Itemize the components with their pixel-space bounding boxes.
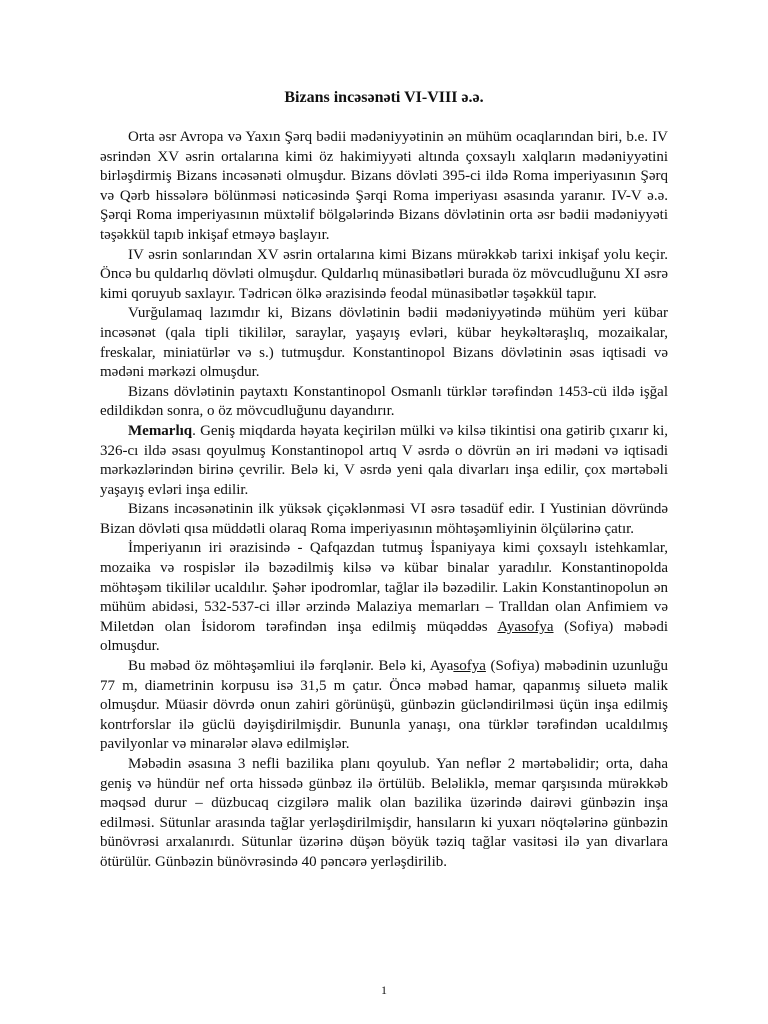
paragraph-text: Məbədin əsasına 3 nefli bazilika planı qoyulub. Yan neflər 2 mərtəbəlidir; orta, daha geniş və hündür nef orta hissədə günbəz ilə örtülüb. Beləliklə, memar qarşısında mürəkkəb məqsəd durur – düzbucaq cizgilərə malik olan bazilika üzərində dairəvi günbəzin inşa edilməsi. Sütunlar arasında tağlar yerləşdirilmişdir, hansıların ki yuxarı nöqtələrinə günbəzin bünövrəsi arxalanırdı. Sütunlar üzərinə düşən böyük təziq tağlar vasitəsi ilə yan divarlara ötürülür. Günbəzin bünövrəsində 40 pəncərə yerləşdirilib. [100, 756, 668, 870]
link-ayasofya[interactable]: Ayasofya [497, 618, 554, 635]
paragraph-text: Bu məbəd öz möhtəşəmliui ilə fərqlənir. Belə ki, Aya [128, 658, 454, 675]
paragraph-text: Bizans incəsənətinin ilk yüksək çiçəklənməsi VI əsrə təsadüf edir. I Yustinian dövründə Bizan dövləti qısa müddətli olaraq Roma imperiyasının möhtəşəmliyinin ölçülərinə çatır. [100, 501, 668, 537]
document-body [100, 88, 668, 873]
paragraph-basilica [100, 755, 668, 873]
paragraph-text: Vurğulamaq lazımdır ki, Bizans dövlətinin bədii mədəniyyətində mühüm yeri kübar incəsənət (qala tipli tikililər, saraylar, yaşayış evləri, kübar heykəltəraşlıq, mozaikalar, freskalar, miniatürlər və s.) tutmuşdur. Konstantinopol Bizans dövlətinin əsas iqtisadi və mədəni mərkəzi olmuşdur. [100, 305, 668, 381]
link-sofya[interactable]: sofya [453, 658, 486, 675]
section-heading-architecture: Memarlıq [128, 422, 193, 439]
paragraph-architecture [100, 422, 668, 500]
paragraph-text: . Geniş miqdarda həyata keçirilən mülki və kilsə tikintisi ona gətirib çıxarır ki, 326-cı ildə əsası qoyulmuş Konstantinopol artıq V əsrdə o dövrün ən iri mədəni və iqtisadi mərkəzlərindən birinə çevrilir. Belə ki, V əsrdə yeni qala divarları inşa edilir, çox mərtəbəli yaşayış evləri inşa edilir. [100, 422, 668, 498]
paragraph-temple [100, 657, 668, 755]
paragraph-text: İmperiyanın iri ərazisində - Qafqazdan tutmuş İspaniyaya kimi çoxsaylı istehkamlar, mozaika və rospislər ilə bəzədilmiş kilsə və kübar binalar yaradılır. Konstantinopolda möhtəşəm tikililər ucaldılır. Şəhər ipodromlar, tağlar ilə bəzədilir. Lakin Konstantinopolun ən mühüm abidəsi, 532-537-ci illər ərzində Malaziya memarları – Tralldan olan Anfimiem və Miletdən olan İsidorom tərəfindən inşa edilmiş müqəddəs [100, 540, 668, 635]
paragraph-text: (Sofiya) məbədi olmuşdur. [100, 618, 668, 655]
paragraph-text: Bizans dövlətinin paytaxtı Konstantinopol Osmanlı türklər tərəfindən 1453-cü ildə işğal edildikdən sonra, o öz mövcudluğunu dayandırır. [100, 383, 668, 420]
paragraph-empire [100, 539, 668, 657]
paragraph-intro [100, 128, 668, 246]
paragraph-text: (Sofiya) məbədinin uzunluğu 77 m, diametrinin korpusu isə 31,5 m çatır. Öncə məbəd hamar, qapanmış siluetə malik olmuşdur. Müasir dövrdə onun zahiri görünüşü, günbəzin gücləndirilməsi üçün inşa edilmiş kontrforslar ilə güclü dəyişdirilmişdir. Bununla yanaşı, ona türklər tərəfindən ucaldılmış pavilyonlar və minarələr əlavə edilmişlər. [100, 658, 669, 753]
page-number: 1 [381, 983, 387, 997]
paragraph-capital [100, 383, 668, 422]
document-title: Bizans incəsənəti VI-VIII ə.ə. [284, 89, 484, 106]
paragraph-history [100, 246, 668, 305]
paragraph-court-art [100, 304, 668, 382]
paragraph-flourishing [100, 500, 668, 539]
paragraph-text: IV əsrin sonlarından XV əsrin ortalarına kimi Bizans mürəkkəb tarixi inkişaf yolu keçir. Öncə bu quldarlıq dövləti olmuşdur. Quldarlıq münasibətləri burada öz mövcudluğunu XI əsrə kimi qoruyub saxlayır. Tədricən ölkə ərazisində feodal münasibətlər təşəkkül tapır. [100, 246, 668, 302]
paragraph-text: Orta əsr Avropa və Yaxın Şərq bədii mədəniyyətinin ən mühüm ocaqlarından biri, b.e. IV əsrindən XV əsrin ortalarına kimi öz hakimiyyəti altında çoxsaylı xalqların mədəniyyətini birləşdirmiş Bizans incəsənəti olmuşdur. Bizans dövləti 395-ci ildə Roma imperiyasının Şərq və Qərb hissələrə bölünməsi nəticəsində Şərqi Roma imperiyası əsasında yaranır. IV-V ə.ə. Şərqi Roma imperiyasının müxtəlif bölgələrində Bizans dövlətinin orta əsr bədii mədəniyyəti təşəkkül tapıb inkişaf etməyə başlayır. [100, 129, 668, 243]
